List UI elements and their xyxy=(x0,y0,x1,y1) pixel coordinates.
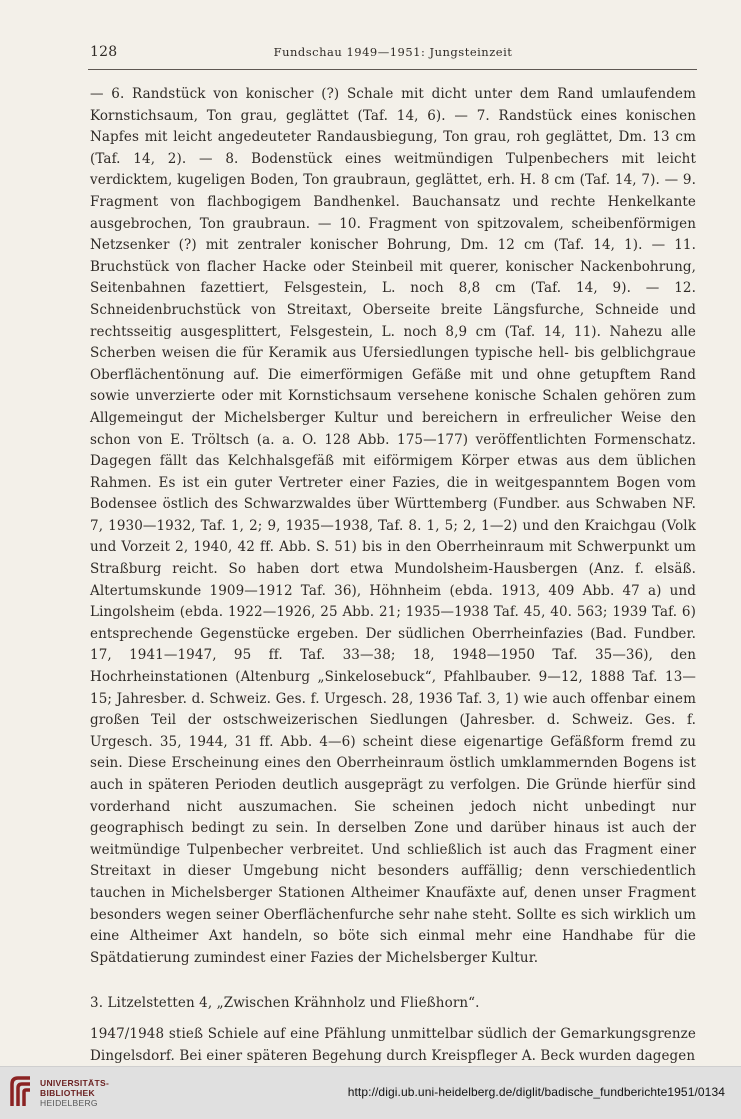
header-rule xyxy=(88,69,697,70)
running-head: Fundschau 1949—1951: Jungsteinzeit xyxy=(273,45,513,59)
library-line-2: BIBLIOTHEK xyxy=(40,1088,95,1098)
body-paragraph-2: 1947/1948 stieß Schiele auf eine Pfählung unmittelbar südlich der Gemarkungsgrenze Dingelsdorf. Bei einer späteren Begehung durch Kreispfleger A. Beck wurden dagegen xyxy=(90,1025,696,1064)
source-url-link[interactable]: http://digi.ub.uni-heidelberg.de/diglit/badische_fundberichte1951/0134 xyxy=(347,1085,725,1099)
library-line-3: HEIDELBERG xyxy=(40,1098,98,1108)
page-number: 128 xyxy=(90,44,118,60)
viewer-footer xyxy=(0,1066,741,1119)
library-name xyxy=(40,1078,109,1108)
main-text xyxy=(90,84,696,1067)
section-heading: 3. Litzelstetten 4, „Zwischen Krähnholz und Fließhorn“. xyxy=(90,995,480,1012)
body-paragraph-1: — 6. Randstück von konischer (?) Schale mit dicht unter dem Rand umlaufendem Kornstichsaum, Ton grau, geglättet (Taf. 14, 6). — 7. Randstück eines konischen Napfes mit leicht angedeuteter Randausbiegung, Ton grau, roh geglättet, Dm. 13 cm (Taf. 14, 2). — 8. Bodenstück eines weitmündigen Tulpenbechers mit leicht verdicktem, kugeligen Boden, Ton graubraun, geglättet, erh. H. 8 cm (Taf. 14, 7). — 9. Fragment von flachbogigem Bandhenkel. Bauchansatz und rechte Henkelkante ausgebrochen, Ton graubraun. — 10. Fragment von spitzovalem, scheibenförmigen Netzsenker (?) mit zentraler konischer Bohrung, Dm. 12 cm (Taf. 14, 1). — 11. Bruchstück von flacher Hacke oder Steinbeil mit querer, konischer Nackenbohrung, Seitenbahnen fazettiert, Felsgestein, L. noch 8,8 cm (Taf. 14, 9). — 12. Schneidenbruchstück von Streitaxt, Oberseite breite Längsfurche, Schneide und rechtsseitig ausgesplittert, Felsgestein, L. noch 8,9 cm (Taf. 14, 11). Nahezu alle Scherben weisen die für Keramik aus Ufersiedlungen typische hell- bis gelblichgraue Oberflächentönung auf. Die eimerförmigen Gefäße mit und ohne getupftem Rand sowie unverzierte oder mit Kornstichsaum versehene konische Schalen gehören zum Allgemeingut der Michelsberger Kultur und bereichern in erfreulicher Weise den schon von E. Tröltsch (a. a. O. 128 Abb. 175—177) veröffentlichten Formenschatz. Dagegen fällt das Kelchhalsgefäß mit eiförmigem Körper etwas aus dem üblichen Rahmen. Es ist ein guter Vertreter einer Fazies, die in weitgespanntem Bogen vom Bodensee östlich des Schwarzwaldes über Württemberg (Fundber. aus Schwaben NF. 7, 1930—1932, Taf. 1, 2; 9, 1935—1938, Taf. 8. 1, 5; 2, 1—2) und den Kraichgau (Volk und Vorzeit 2, 1940, 42 ff. Abb. S. 51) bis in den Oberrheinraum mit Schwerpunkt um Straßburg reicht. So haben dort etwa Mundolsheim-Hausbergen (Anz. f. elsäß. Altertumskunde 1909—1912 Taf. 36), Höhnheim (ebda. 1913, 409 Abb. 47 a) und Lingolsheim (ebda. 1922—1926, 25 Abb. 21; 1935—1938 Taf. 45, 40. 563; 1939 Taf. 6) entsprechende Gegenstücke ergeben. Der südlichen Oberrheinfazies (Bad. Fundber. 17, 1941—1947, 95 ff. Taf. 33—38; 18, 1948—1950 Taf. 35—36), den Hochrheinstationen (Altenburg „Sinkelosebuck“, Pfahlbauber. 9—12, 1888 Taf. 13—15; Jahresber. d. Schweiz. Ges. f. Urgesch. 28, 1936 Taf. 3, 1) wie auch offenbar einem großen Teil der ostschweizerischen Siedlungen (Jahresber. d. Schweiz. Ges. f. Urgesch. 35, 1944, 31 ff. Abb. 4—6) scheint diese eigenartige Gefäßform fremd zu sein. Diese Erscheinung eines den Oberrheinraum östlich umklammernden Bogens ist auch in späteren Perioden deutlich ausgeprägt zu verfolgen. Die Gründe hierfür sind vorderhand nicht auszumachen. Sie scheinen jedoch nicht unbedingt nur geographisch bedingt zu sein. In derselben Zone und darüber hinaus ist auch der weitmündige Tulpenbecher verbreitet. Und schließlich ist auch das Fragment einer Streitaxt in dieser Umgebung nicht besonders auffällig; denn verschiedentlich tauchen in Michelsberger Stationen Altheimer Knaufäxte auf, denen unser Fragment besonders wegen seiner Oberflächenfurche sehr nahe steht. Sollte es sich wirklich um eine Altheimer Axt handeln, so böte sich einmal mehr eine Handhabe für die Spätdatierung zumindest einer Fazies der Michelsberger Kultur. xyxy=(90,86,696,966)
library-line-1: UNIVERSITÄTS- xyxy=(40,1078,110,1088)
page-header xyxy=(90,44,696,66)
university-library-logo-icon xyxy=(8,1074,34,1110)
